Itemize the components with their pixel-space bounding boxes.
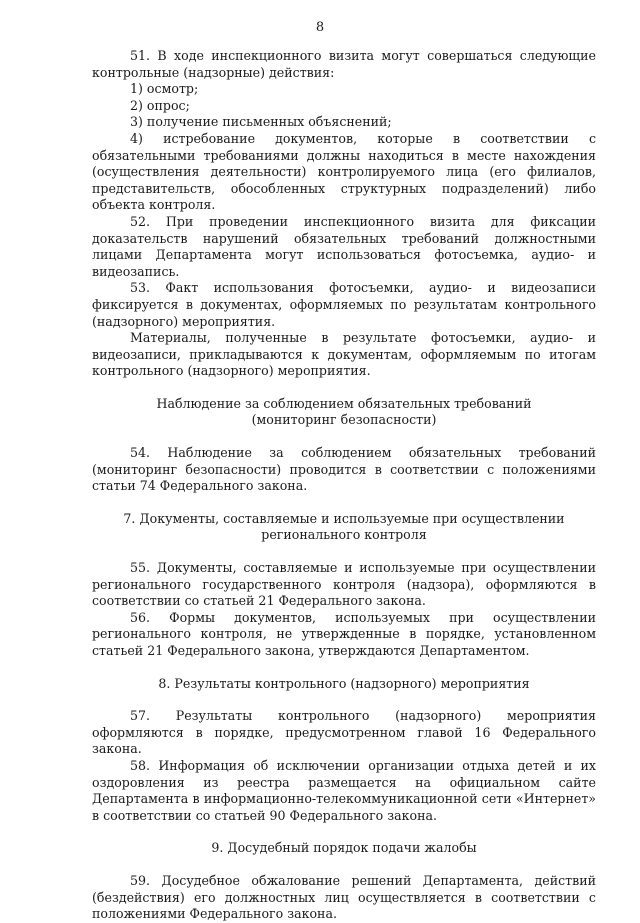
heading-line: регионального контроля [261,527,427,543]
paragraph-53: 53. Факт использования фотосъемки, аудио- и видеозаписи фиксируется в документах, оформляемых по результатам контрольного (надзорного) мероприятия. [92,280,596,329]
heading-section-7 [92,511,596,544]
page-number: 8 [315,20,325,35]
heading-monitoring [92,396,596,429]
paragraph-58: 58. Информация об исключении организации отдыха детей и их оздоровления из реестра размещается на официальном сайте Департамента в информационно-телекоммуникационной сети «Интернет» в соответствии со статьей 90 Федерального закона. [92,757,596,823]
paragraph-57: 57. Результаты контрольного (надзорного) мероприятия оформляются в порядке, предусмотренном главой 16 Федерального закона. [92,708,596,757]
paragraph-51: 51. В ходе инспекционного визита могут совершаться следующие контрольные (надзорные) действия: [92,48,596,80]
paragraph-56: 56. Формы документов, используемых при осуществлении регионального контроля, не утвержденные в порядке, установленном статьей 21 Федерального закона, утверждаются Департаментом. [92,609,596,658]
heading-line: 8. Результаты контрольного (надзорного) мероприятия [158,675,530,691]
paragraph-54: 54. Наблюдение за соблюдением обязательных требований (мониторинг безопасности) проводится в соответствии с положениями статьи 74 Федерального закона. [92,445,596,494]
paragraph-materials: Материалы, полученные в результате фотосъемки, аудио- и видеозаписи, прикладываются к документам, оформляемым по итогам контрольного (надзорного) мероприятия. [92,330,596,379]
paragraph-52: 52. При проведении инспекционного визита для фиксации доказательств нарушений обязательных требований должностными лицами Департамента могут использоваться фотосъемка, аудио- и видеозапись. [92,213,596,279]
list-item-explanations: 3) получение письменных объяснений; [130,114,392,130]
list-item-inspection: 1) осмотр; [130,81,199,97]
document-body [92,48,596,923]
heading-line: Наблюдение за соблюдением обязательных требований [156,395,532,411]
paragraph-59: 59. Досудебное обжалование решений Департамента, действий (бездействия) его должностных лиц осуществляется в соответствии с положениями Федерального закона. [92,872,596,922]
list-item-survey: 2) опрос; [130,97,190,113]
list-item-documents: 4) истребование документов, которые в соответствии с обязательными требованиями должны находиться в месте нахождения (осуществления деятельности) контролируемого лица (его филиалов, представительств, обособленных структурных подразделений) либо объекта контроля. [92,130,596,213]
heading-line: 9. Досудебный порядок подачи жалобы [211,840,477,856]
paragraph-55: 55. Документы, составляемые и используемые при осуществлении регионального государственного контроля (надзора), оформляются в соответствии со статьей 21 Федерального закона. [92,560,596,609]
heading-line: (мониторинг безопасности) [251,412,437,428]
heading-section-8 [92,676,596,693]
heading-line: 7. Документы, составляемые и используемые при осуществлении [123,510,565,526]
heading-section-9 [92,840,596,857]
